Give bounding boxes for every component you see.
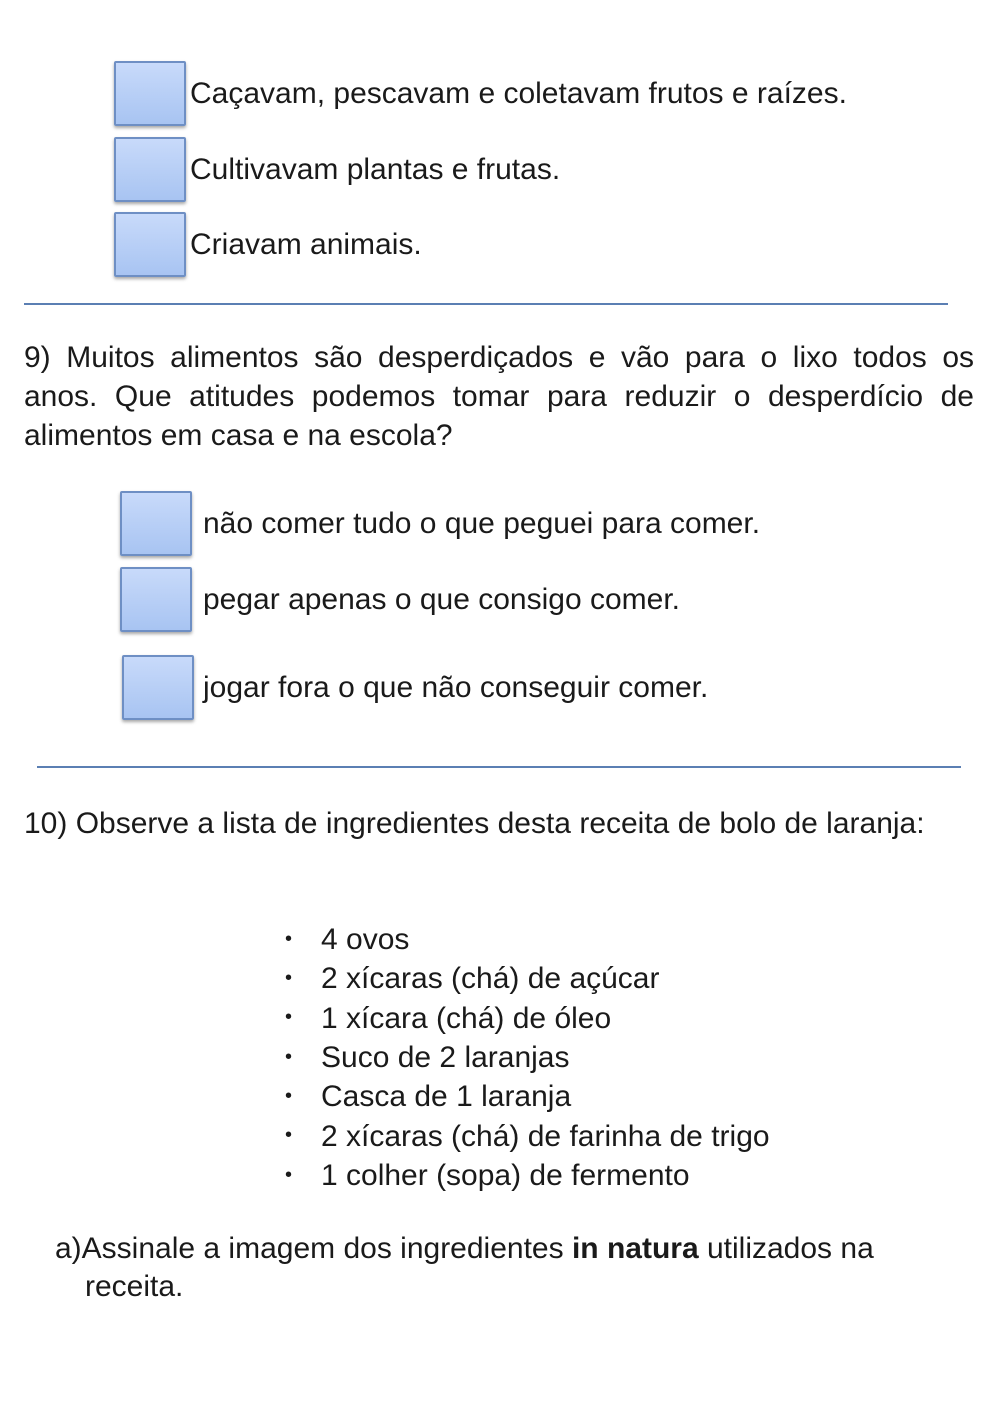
q8-option-2-label: Cultivavam plantas e frutas. xyxy=(190,152,561,186)
q10-subquestion-a xyxy=(55,1230,975,1306)
bullet-icon: • xyxy=(285,1045,293,1068)
ingredient-label: 2 xícaras (chá) de açúcar xyxy=(321,962,660,996)
q8-option-1-checkbox[interactable] xyxy=(114,61,186,126)
separator-1 xyxy=(24,303,948,305)
bullet-icon: • xyxy=(285,967,293,990)
q9-option-3-checkbox[interactable] xyxy=(122,655,194,720)
q8-option-2-checkbox[interactable] xyxy=(114,137,186,202)
q9-option-1-label: não comer tudo o que peguei para comer. xyxy=(203,506,761,540)
bullet-icon: • xyxy=(285,1163,293,1186)
q9-option-1-checkbox[interactable] xyxy=(120,491,192,556)
list-item xyxy=(285,1000,770,1039)
separator-2 xyxy=(37,766,961,768)
sub-a-prefix: a)Assinale a imagem dos ingredientes xyxy=(55,1232,572,1265)
q10-question-text: 10) Observe a lista de ingredientes desta receita de bolo de laranja: xyxy=(24,807,925,840)
q9-question-text: 9) Muitos alimentos são desperdiçados e vão para o lixo todos os anos. Que atitudes podemos tomar para reduzir o desperdício de alimentos em casa e na escola? xyxy=(24,341,974,452)
bullet-icon: • xyxy=(285,1124,293,1147)
ingredient-label: Suco de 2 laranjas xyxy=(321,1040,570,1074)
list-item xyxy=(285,1157,770,1196)
ingredient-label: 2 xícaras (chá) de farinha de trigo xyxy=(321,1119,770,1153)
sub-a-line2: receita. xyxy=(85,1270,184,1303)
ingredient-label: Casca de 1 laranja xyxy=(321,1080,572,1114)
q8-option-3-checkbox[interactable] xyxy=(114,212,186,277)
q8-option-3 xyxy=(114,212,422,277)
bullet-icon: • xyxy=(285,927,293,950)
q9-option-3 xyxy=(122,655,708,720)
q9-option-2-label: pegar apenas o que consigo comer. xyxy=(203,582,680,616)
list-item xyxy=(285,921,770,960)
q9-option-3-label: jogar fora o que não conseguir comer. xyxy=(203,670,709,704)
q9-option-2 xyxy=(120,567,680,632)
ingredient-label: 4 ovos xyxy=(321,923,410,956)
list-item xyxy=(285,960,770,999)
list-item xyxy=(285,1118,770,1157)
bullet-icon: • xyxy=(285,1085,293,1108)
list-item xyxy=(285,1078,770,1117)
ingredient-label: 1 colher (sopa) de fermento xyxy=(321,1158,690,1192)
ingredient-label: 1 xícara (chá) de óleo xyxy=(321,1001,612,1035)
q8-option-2 xyxy=(114,137,560,202)
sub-a-bold: in natura xyxy=(571,1232,699,1265)
q9-option-2-checkbox[interactable] xyxy=(120,567,192,632)
sub-a-suffix: utilizados na xyxy=(698,1232,874,1265)
bullet-icon: • xyxy=(285,1006,293,1029)
q8-option-1 xyxy=(114,61,847,126)
q9-option-1 xyxy=(120,491,760,556)
ingredient-list xyxy=(285,921,770,1196)
q8-option-1-label: Caçavam, pescavam e coletavam frutos e raízes. xyxy=(190,76,847,110)
q8-option-3-label: Criavam animais. xyxy=(190,227,422,261)
list-item xyxy=(285,1039,770,1078)
